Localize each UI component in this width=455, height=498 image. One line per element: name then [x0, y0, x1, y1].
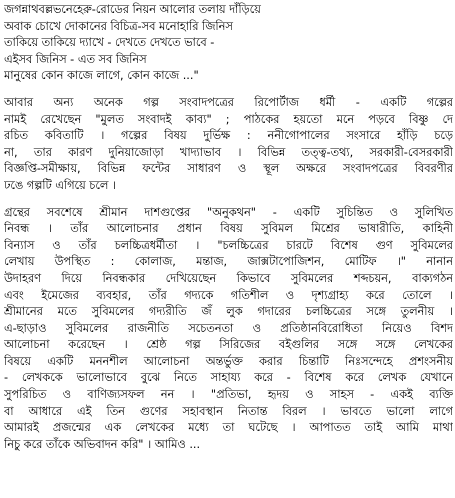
text-line: না, তার কারণ দুনিয়াজোড়া খাদ্যাভাব । বিভিন্ন তত্ত্ব-তথ্য, সরকারী-বেসরকারী: [4, 145, 453, 159]
text-line: বিন্যাস ও তাঁর চলচ্চিত্রধর্মীতা । "চলচ্চিত্রের চারটে বিশেষ গুণ সুবিমলের: [4, 238, 453, 252]
poem-excerpt: [4, 2, 453, 85]
text-line: বিষয়ে একটি মননশীল আলোচনা অন্তর্ভুক্ত করার চিন্তাটি নিঃসন্দেহে প্রশংসনীয়: [4, 354, 453, 368]
paragraph-gap: [4, 195, 453, 205]
text-line: নামই রেখেছেন "মুলত সংবাদই কাব্য" ; পাঠকের হয়তো মনে পড়বে বিষ্ণু দে: [4, 112, 453, 126]
text-line: আমারই প্রজন্মের এক লেখকের মধ্যে তা ঘটেছে । আপাতত তাই আমি মাথা: [4, 421, 453, 435]
poem-line: তাকিয়ে তাকিয়ে দ্যাখে - দেখতে দেখতে ভাবে -: [4, 36, 215, 50]
text-line: আবার অন্য অনেক গল্প সংবাদপত্রের রিপোর্টাজ ধর্মী - একটি গল্পের: [4, 95, 453, 109]
poem-line: এইসব জিনিস - এত সব জিনিস: [4, 52, 147, 66]
text-line: গ্রন্থের সবশেষে শ্রীমান দাশগুপ্তের "অনুকথন" - একটি সুচিন্তিত ও সুলিখিত: [4, 205, 453, 219]
document-page: [4, 2, 453, 453]
poem-line: অবাক চোখে দোকানের বিচিত্র-সব মনোহারি জিনিস: [4, 19, 233, 33]
poem-line: জগন্নাথবল্লভনেহেরু-রোডের নিয়ন আলোর তলায় দাঁড়িয়ে: [4, 3, 261, 16]
paragraph-gap: [4, 85, 453, 95]
text-line: এবং ইমেজের ব্যবহার, তাঁর গদ্যকে গতিশীল ও দৃশ্যগ্রাহ্য করে তোলে ।: [4, 288, 453, 302]
text-line: আলোচনা করেছেন । শ্রেষ্ঠ গল্প সিরিজের বইগুলির সঙ্গে সঙ্গে লেখকের: [4, 338, 453, 352]
poem-line: মানুষের কোন কাজে লাগে, কোন কাজে ...": [4, 69, 199, 83]
text-line: নিচু করে তাঁকে অভিবাদন করি" । আমিও ...: [4, 437, 201, 451]
text-line: ঢঙে গল্পটি এগিয়ে চলে ।: [4, 178, 116, 192]
paragraph-anukathan: [4, 205, 453, 454]
text-line: সুপরিচিত ও বাণিজ্যসফল নন । "প্রতিভা, হৃদয় ও সাহস - একই ব্যক্তি: [4, 388, 453, 402]
text-line: বিজ্ঞপ্তি-সমীক্ষায়, বিভিন্ন ফন্টের সাধারণ ও স্থূল অক্ষরে সংবাদপত্রের বিবরণীর: [4, 162, 453, 176]
text-line: নিবন্ধ । তাঁর আলোচনার প্রধান বিষয় সুবিমল মিশ্রের ভাষারীতি, কাহিনী: [4, 222, 453, 236]
text-line: রচিত কবিতাটি । গল্পের বিষয় দুর্ভিক্ষ : ননীগোপালের সংসারে হাঁড়ি চড়ে: [4, 129, 453, 143]
text-line: - লেখককে ভালোভাবে বুঝে নিতে সাহায্য করে - বিশেষ করে লেখক যেখানে: [4, 371, 453, 385]
paragraph-story-reportage: [4, 95, 453, 195]
text-line: শ্রীমানের মতে সুবিমলের গদ্যরীতি জঁ লুক গদারের চলচ্চিত্রের সঙ্গে তুলনীয় ।: [4, 305, 453, 319]
text-line: এ-ছাড়াও সুবিমলের রাজনীতি সচেতনতা ও প্রতিষ্ঠানবিরোধিতা নিয়েও বিশদ: [4, 321, 453, 335]
text-line: উদাহরণ দিয়ে নিবন্ধকার দেখিয়েছেন কিভাবে সুবিমলের শব্দচয়ন, বাক্যগঠন: [4, 271, 453, 285]
text-line: বা আধারে এই তিন গুণের সহাবস্থান নিতান্ত বিরল । ভাবতে ভালো লাগে: [4, 404, 453, 418]
text-line: লেখায় উপস্থিত : কোলাজ, মন্তাজ, জাক্সটাপোজিশন, মোটিফ ।" নানান: [4, 255, 453, 269]
